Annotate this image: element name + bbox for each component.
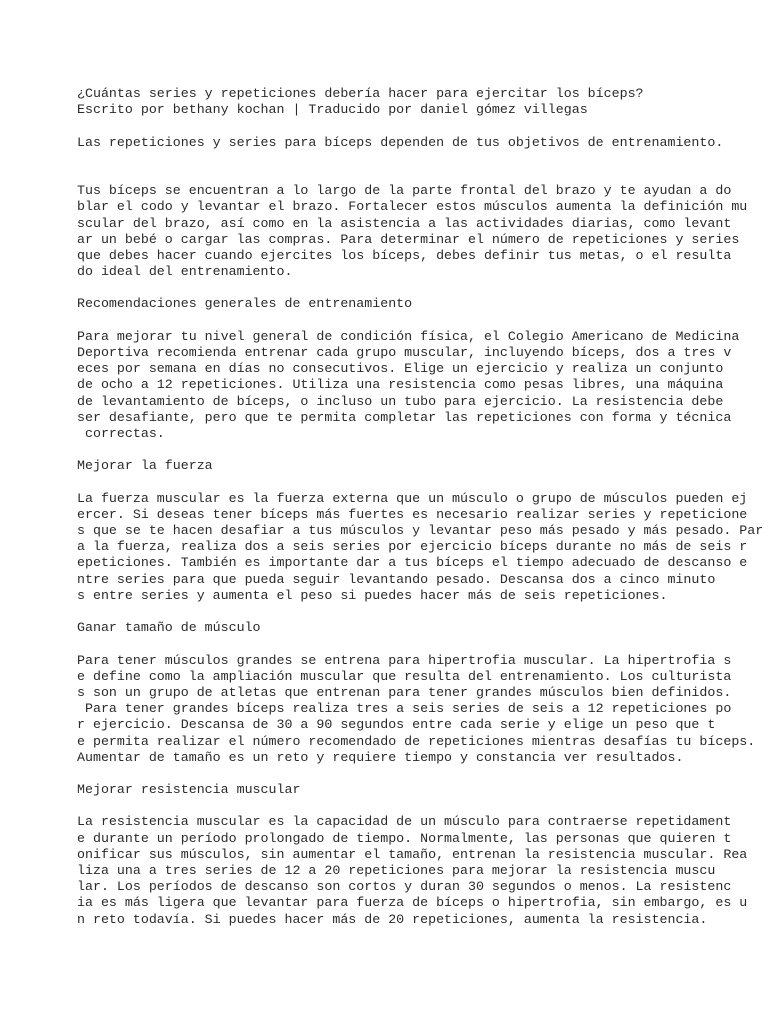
- text-line: onificar sus músculos, sin aumentar el tamaño, entrenan la resistencia muscular. Rea: [77, 846, 748, 862]
- text-line: Tus bíceps se encuentran a lo largo de la parte frontal del brazo y te ayudan a do: [77, 183, 732, 199]
- text-line: a la fuerza, realiza dos a seis series por ejercicio bíceps durante no más de seis r: [77, 539, 748, 555]
- document-title: ¿Cuántas series y repeticiones debería hacer para ejercitar los bíceps?: [77, 86, 644, 101]
- paragraph-biceps-overview: [77, 183, 748, 280]
- text-line: n reto todavía. Si puedes hacer más de 20 repeticiones, aumenta la resistencia.: [77, 911, 708, 927]
- text-line: Para tener músculos grandes se entrena para hipertrofia muscular. La hipertrofia s: [77, 652, 732, 668]
- text-line: La resistencia muscular es la capacidad de un músculo para contraerse repetidament: [77, 814, 732, 830]
- section-heading-size: Ganar tamaño de músculo: [77, 620, 261, 636]
- text-line: e define como la ampliación muscular que resulta del entrenamiento. Los culturista: [77, 668, 732, 684]
- text-line: ar un bebé o cargar las compras. Para determinar el número de repeticiones y series: [77, 231, 740, 247]
- text-line: de levantamiento de bíceps, o incluso un tubo para ejercicio. La resistencia debe: [77, 393, 724, 409]
- text-line: s son un grupo de atletas que entrenan para tener grandes músculos bien definidos.: [77, 684, 732, 700]
- text-line: ia es más ligera que levantar para fuerza de bíceps o hipertrofia, sin embargo, es u: [77, 895, 748, 911]
- document-byline: Escrito por bethany kochan | Traducido por daniel gómez villegas: [77, 102, 588, 118]
- text-line: e permita realizar el número recomendado de repeticiones mientras desafías tu bíceps.: [77, 733, 756, 749]
- text-line: de ocho a 12 repeticiones. Utiliza una resistencia como pesas libres, una máquina: [77, 377, 724, 393]
- text-line: Para tener grandes bíceps realiza tres a seis series de seis a 12 repeticiones po: [77, 701, 732, 717]
- text-line: liza una a tres series de 12 a 20 repeticiones para mejorar la resistencia muscu: [77, 863, 716, 879]
- text-line: e durante un período prolongado de tiempo. Normalmente, las personas que quieren t: [77, 830, 732, 846]
- text-line: La fuerza muscular es la fuerza externa que un músculo o grupo de músculos pueden ej: [77, 490, 748, 506]
- text-line: do ideal del entrenamiento.: [77, 264, 293, 280]
- text-line: Deportiva recomienda entrenar cada grupo muscular, incluyendo bíceps, dos a tres v: [77, 345, 732, 361]
- paragraph-strength: [77, 490, 764, 604]
- section-heading-strength: Mejorar la fuerza: [77, 458, 213, 474]
- text-line: blar el codo y levantar el brazo. Fortalecer estos músculos aumenta la definición mu: [77, 199, 748, 215]
- text-line: ser desafiante, pero que te permita completar las repeticiones con forma y técnica: [77, 409, 732, 425]
- text-line: ntre series para que pueda seguir levantando pesado. Descansa dos a cinco minuto: [77, 571, 716, 587]
- text-line: eces por semana en días no consecutivos. Elige un ejercicio y realiza un conjunto: [77, 361, 724, 377]
- text-line: que debes hacer cuando ejercites los bíceps, debes definir tus metas, o el resulta: [77, 247, 732, 263]
- paragraph-endurance: [77, 814, 748, 927]
- paragraph-general: [77, 328, 740, 442]
- text-line: lar. Los períodos de descanso son cortos y duran 30 segundos o menos. La resistenc: [77, 879, 732, 895]
- section-heading-general: Recomendaciones generales de entrenamiento: [77, 296, 413, 312]
- document-page: [77, 86, 764, 928]
- text-line: scular del brazo, así como en la asistencia a las actividades diarias, como levant: [77, 215, 732, 231]
- paragraph-size: [77, 652, 756, 766]
- intro-text: Las repeticiones y series para bíceps dependen de tus objetivos de entrenamiento.: [77, 134, 724, 150]
- text-line: Para mejorar tu nivel general de condición física, el Colegio Americano de Medicina: [77, 328, 740, 344]
- text-line: epeticiones. También es importante dar a tus bíceps el tiempo adecuado de descanso e: [77, 555, 748, 571]
- text-line: correctas.: [77, 425, 165, 441]
- text-line: r ejercicio. Descansa de 30 a 90 segundos entre cada serie y elige un peso que t: [77, 717, 716, 733]
- text-line: s entre series y aumenta el peso si puedes hacer más de seis repeticiones.: [77, 587, 668, 603]
- text-line: Aumentar de tamaño es un reto y requiere tiempo y constancia ver resultados.: [77, 749, 684, 765]
- text-line: s que se te hacen desafiar a tus músculos y levantar peso más pesado y más pesado. Par: [77, 523, 764, 539]
- section-heading-endurance: Mejorar resistencia muscular: [77, 782, 301, 798]
- text-line: ercer. Si deseas tener bíceps más fuertes es necesario realizar series y repeticione: [77, 506, 748, 522]
